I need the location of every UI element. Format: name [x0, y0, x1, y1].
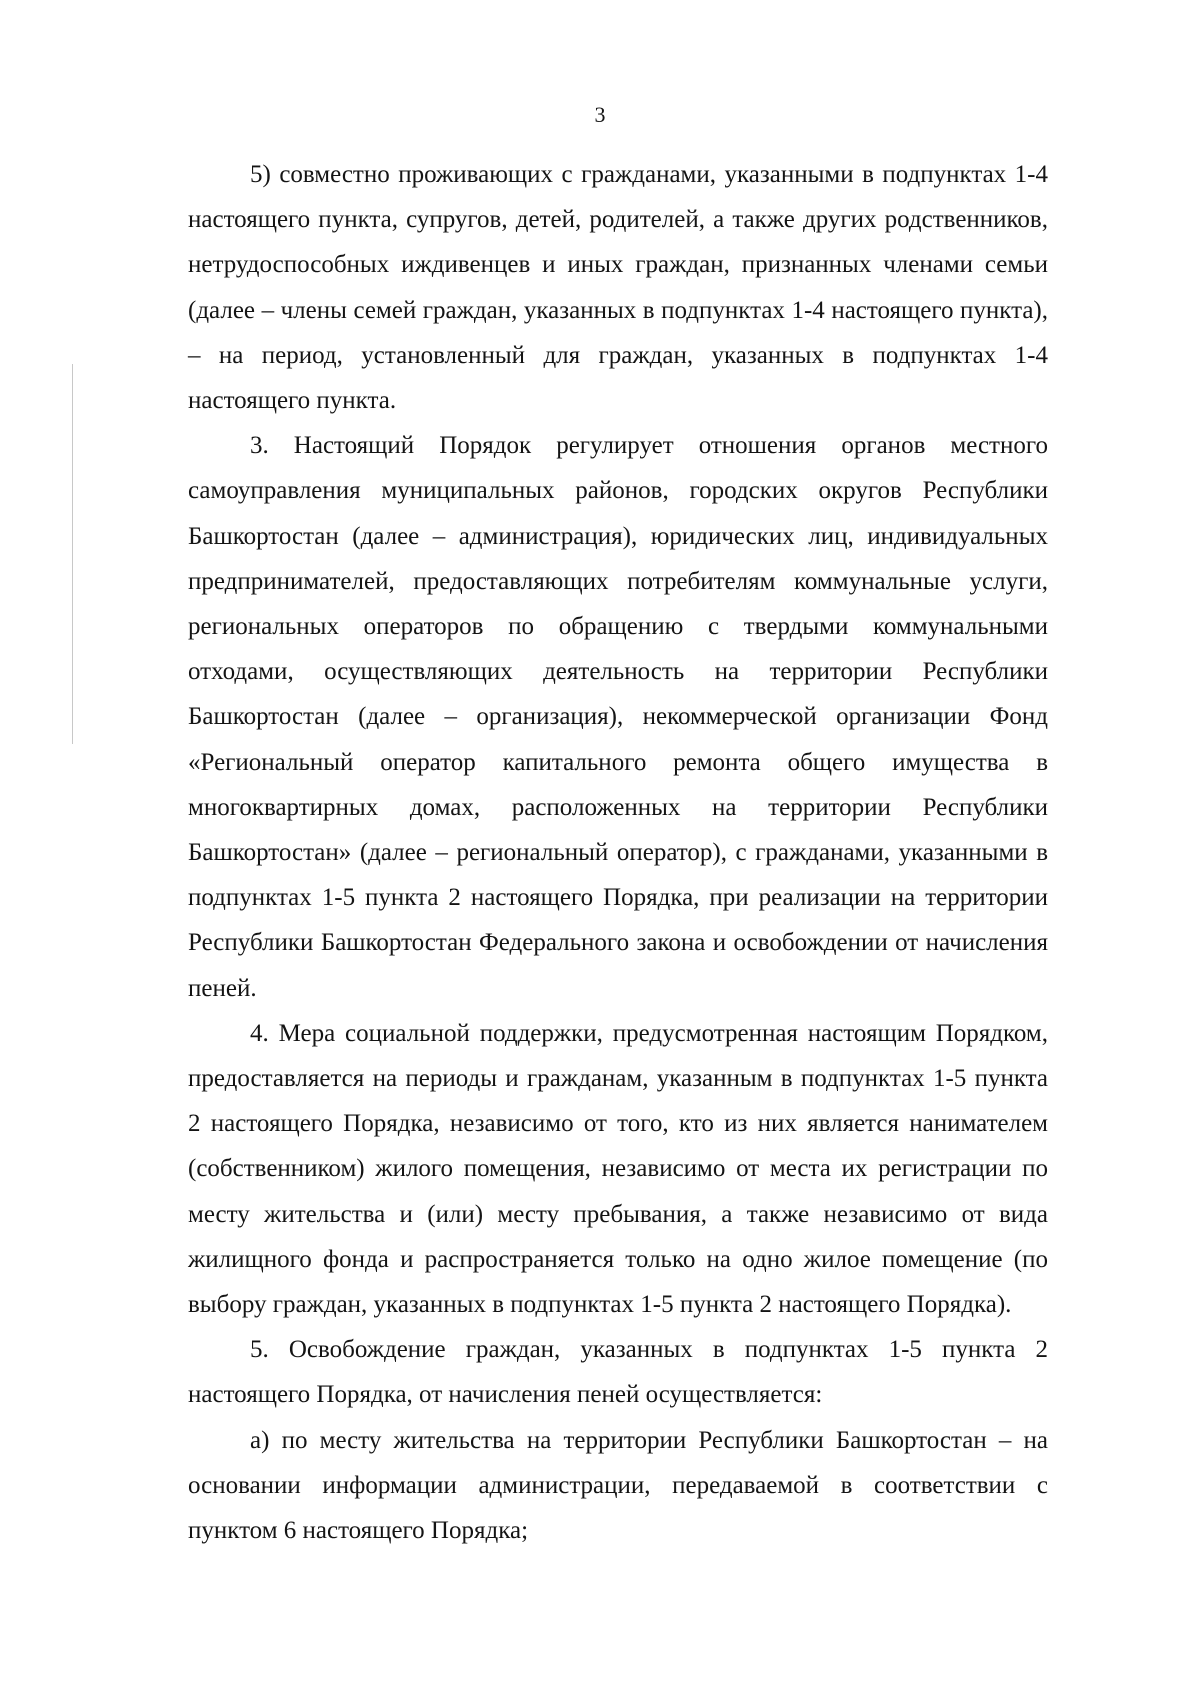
paragraph-item-4: 4. Мера социальной поддержки, предусмотренная настоящим Порядком, предоставляется на периоды и гражданам, указанным в подпунктах 1-5 пункта 2 настоящего Порядка, независимо от того, кто из них является нанимателем (собственником) жилого помещения, независимо от места их регистрации по месту жительства и (или) месту пребывания, а также независимо от вида жилищного фонда и распространяется только на одно жилое помещение (по выбору граждан, указанных в подпунктах 1-5 пункта 2 настоящего Порядка).	[188, 1019, 1048, 1319]
paragraph-item-5: 5. Освобождение граждан, указанных в подпунктах 1-5 пункта 2 настоящего Порядка, от начисления пеней осуществляется:	[188, 1336, 1048, 1409]
document-body	[188, 152, 1048, 1553]
page-number: 3	[594, 102, 606, 127]
paragraph-item-5a: а) по месту жительства на территории Республики Башкортостан – на основании информации администрации, передаваемой в соответствии с пунктом 6 настоящего Порядка;	[188, 1426, 1048, 1545]
paragraph-item-3: 3. Настоящий Порядок регулирует отношения органов местного самоуправления муниципальных районов, городских округов Республики Башкортостан (далее – администрация), юридических лиц, индивидуальных предпринимателей, предоставляющих потребителям коммунальные услуги, региональных операторов по обращению с твердыми коммунальными отходами, осуществляющих деятельность на территории Республики Башкортостан (далее – организация), некоммерческой организации Фонд «Региональный оператор капитального ремонта общего имущества в многоквартирных домах, расположенных на территории Республики Башкортостан» (далее – региональный оператор), с гражданами, указанными в подпунктах 1-5 пункта 2 настоящего Порядка, при реализации на территории Республики Башкортостан Федерального закона и освобождении от начисления пеней.	[188, 432, 1048, 1002]
paragraph-subitem-5: 5) совместно проживающих с гражданами, указанными в подпунктах 1-4 настоящего пункта, супругов, детей, родителей, а также других родственников, нетрудоспособных иждивенцев и иных граждан, признанных членами семьи (далее – члены семей граждан, указанных в подпунктах 1-4 настоящего пункта), – на период, установленный для граждан, указанных в подпунктах 1-4 настоящего пункта.	[188, 161, 1048, 415]
scan-margin-mark	[72, 364, 73, 744]
